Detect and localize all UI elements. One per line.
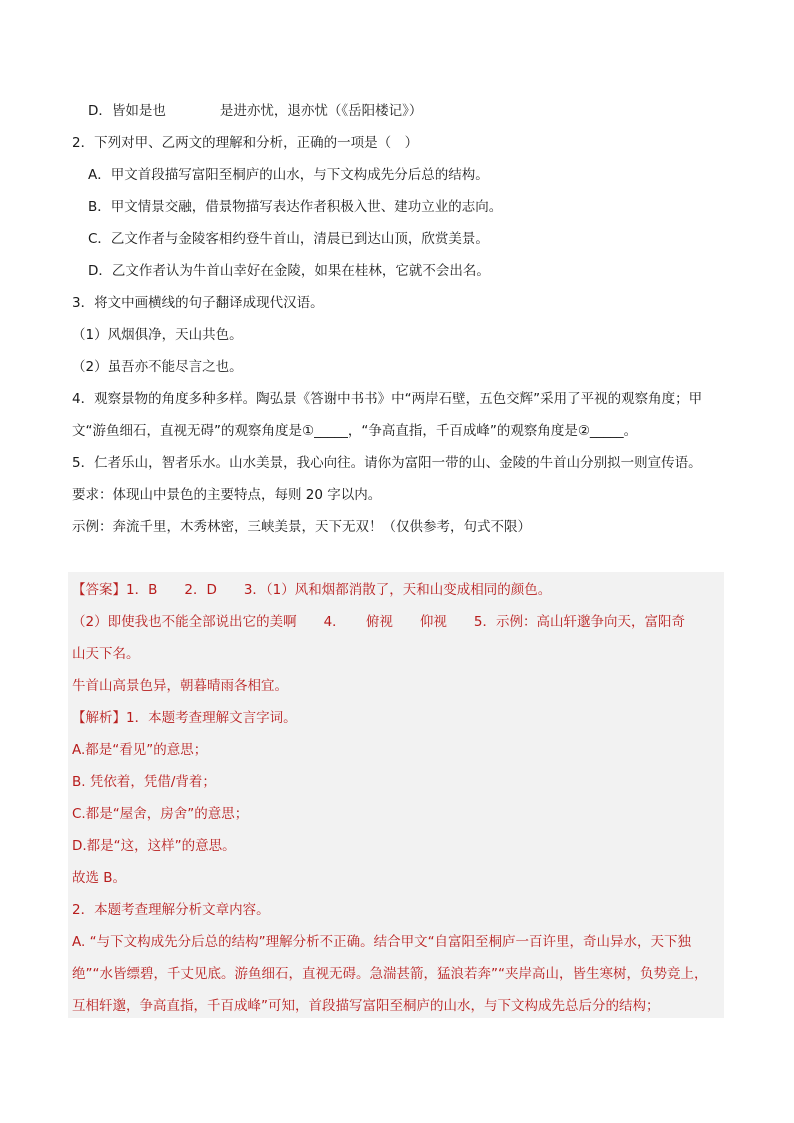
question-5-requirement: 要求：体现山中景色的主要特点，每则 20 字以内。 — [72, 487, 382, 503]
question-2-stem: 2．下列对甲、乙两文的理解和分析，正确的一项是（ ） — [72, 135, 419, 151]
question-2-option-c: C．乙文作者与金陵客相约登牛首山，清晨已到达山顶，欣赏美景。 — [88, 231, 489, 247]
analysis-option-a: A.都是“看见”的意思； — [72, 742, 208, 758]
answer-line-4: 牛首山高景色异，朝暮晴雨各相宜。 — [72, 678, 288, 694]
analysis-title: 【解析】1．本题考查理解文言字词。 — [72, 710, 297, 726]
analysis-q2-a-line-3: 互相轩邈，争高直指，千百成峰”可知，首段描写富阳至桐庐的山水，与下文构成先总后分的结构； — [72, 998, 660, 1014]
question-2-option-a: A．甲文首段描写富阳至桐庐的山水，与下文构成先分后总的结构。 — [88, 167, 489, 183]
question-4-line-1: 4．观察景物的角度多种多样。陶弘景《答谢中书书》中“两岸石壁，五色交辉”采用了平视的观察角度；甲 — [72, 391, 703, 407]
question-3-stem: 3．将文中画横线的句子翻译成现代汉语。 — [72, 295, 324, 311]
analysis-choose: 故选 B。 — [72, 870, 127, 886]
analysis-q2-a-line-1: A. “与下文构成先分后总的结构”理解分析不正确。结合甲文“自富阳至桐庐一百许里，奇山异水，天下独 — [72, 934, 692, 950]
analysis-q2-title: 2．本题考查理解分析文章内容。 — [72, 902, 270, 918]
analysis-option-d: D.都是“这，这样”的意思。 — [72, 838, 236, 854]
question-2-option-b: B．甲文情景交融，借景物描写表达作者积极入世、建功立业的志向。 — [88, 199, 503, 215]
question-5-example: 示例：奔流千里，木秀林密，三峡美景，天下无双！（仅供参考，句式不限） — [72, 519, 531, 535]
question-5-line-1: 5．仁者乐山，智者乐水。山水美景，我心向往。请你为富阳一带的山、金陵的牛首山分别拟一则宣传语。 — [72, 455, 702, 471]
answer-line-1: 【答案】1．B 2．D 3．（1）风和烟都消散了，天和山变成相同的颜色。 — [72, 582, 552, 598]
question-3-item-2: （2）虽吾亦不能尽言之也。 — [72, 359, 243, 375]
analysis-q2-a-line-2: 绝”“水皆缥碧，千丈见底。游鱼细石，直视无碍。急湍甚箭，猛浪若奔”“夹岸高山，皆生寒树，负势竞上， — [72, 966, 708, 982]
question-3-item-1: （1）风烟俱净，天山共色。 — [72, 327, 243, 343]
answer-line-2: （2）即使我也不能全部说出它的美啊 4． 俯视 仰视 5．示例：高山轩邈争向天，富阳奇 — [72, 614, 686, 630]
option-d-previous: D．皆如是也 是进亦忧，退亦忧（《岳阳楼记》） — [88, 103, 423, 119]
analysis-option-c: C.都是“屋舍，房舍”的意思； — [72, 806, 249, 822]
question-2-option-d: D．乙文作者认为牛首山幸好在金陵，如果在桂林，它就不会出名。 — [88, 263, 490, 279]
answer-line-3: 山天下名。 — [72, 646, 140, 662]
analysis-option-b: B. 凭依着，凭借/背着； — [72, 774, 216, 790]
question-4-line-2: 文“游鱼细石，直视无碍”的观察角度是①_____，“争高直指，千百成峰”的观察角度是②_____。 — [72, 423, 638, 439]
